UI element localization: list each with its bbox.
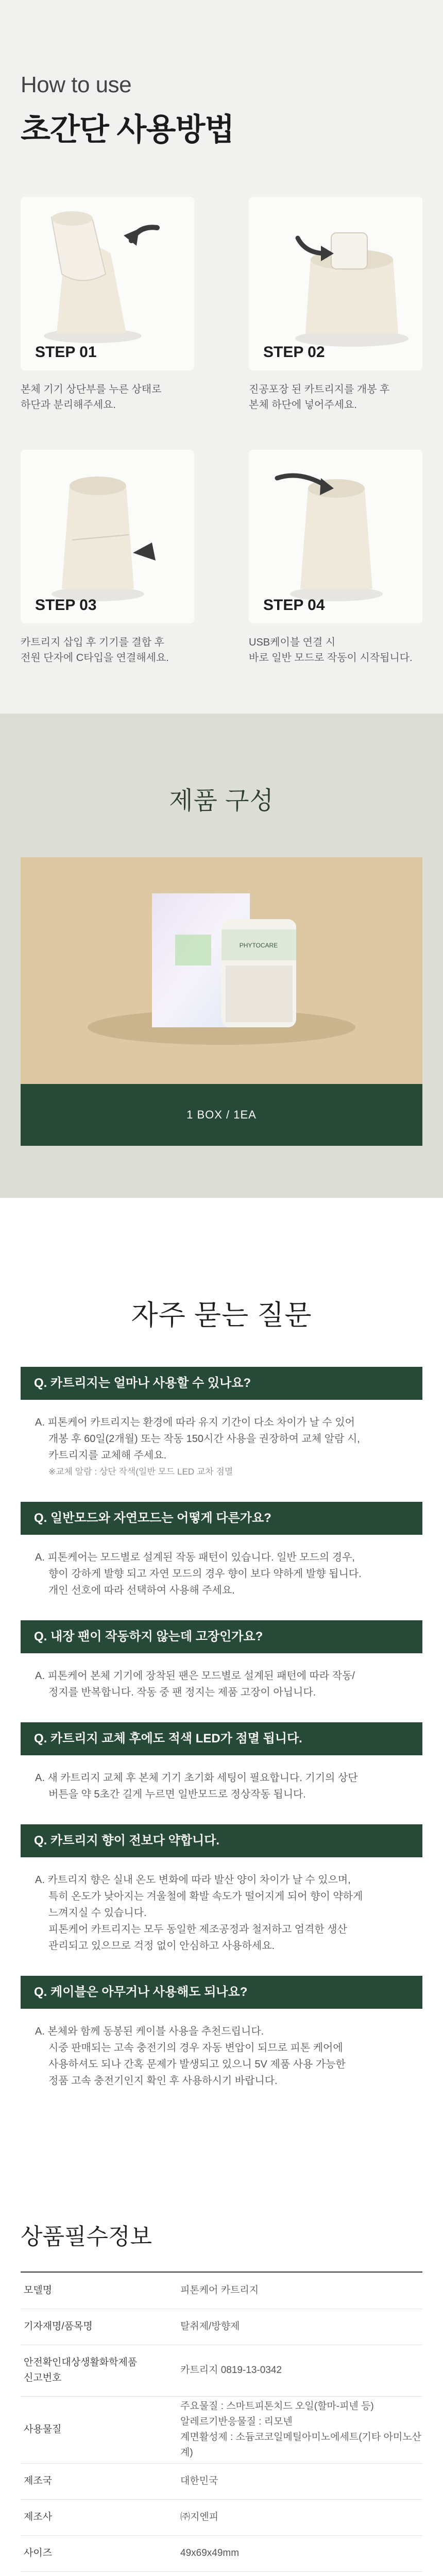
steps-grid <box>21 197 422 666</box>
faq-answer <box>21 1857 422 1954</box>
info-row <box>21 2499 422 2535</box>
faq-answer-line: A. 피톤케어 본체 기기에 장착된 팬은 모드별로 설계된 패턴에 따라 작동/ <box>35 1670 355 1682</box>
info-key <box>21 2273 180 2309</box>
info-row <box>21 2571 422 2576</box>
info-key <box>21 2309 180 2345</box>
how-to-use-kicker: How to use <box>21 72 132 97</box>
info-key <box>21 2396 180 2463</box>
info-value-line: 주요물질 : 스마트피톤치드 오일(할마-피넨 등) <box>180 2401 374 2412</box>
info-row <box>21 2535 422 2571</box>
faq-answer-line: 버튼을 약 5초간 길게 누르면 일반모드로 정상작동 됩니다. <box>48 1789 306 1800</box>
step-card <box>249 450 422 666</box>
info-value-line: 카트리지 0819-13-0342 <box>180 2365 282 2376</box>
info-value-line: 피톤케어 카트리지 <box>180 2284 259 2296</box>
info-row <box>21 2463 422 2499</box>
info-value <box>180 2309 422 2345</box>
info-value <box>180 2571 422 2576</box>
faq-answer-line: 개봉 후 60일(2개월) 또는 작동 150시간 사용을 권장하여 교체 알람 시, <box>48 1433 360 1445</box>
faq-item <box>21 1824 422 1954</box>
info-key <box>21 2499 180 2535</box>
faq-answer <box>21 2009 422 2089</box>
faq-answer-line: A. 피톤케어는 모드별로 설계된 작동 패턴이 있습니다. 일반 모드의 경우, <box>35 1552 355 1563</box>
faq-item <box>21 1976 422 2089</box>
faq-list <box>21 1367 422 2089</box>
info-row <box>21 2396 422 2463</box>
faq-answer-line: 카트리지를 교체해 주세요. <box>48 1450 167 1461</box>
faq-question[interactable]: Q. 카트리지 향이 전보다 약합니다. <box>21 1824 422 1857</box>
faq-answer-line: 느껴지실 수 있습니다. <box>48 1907 147 1919</box>
info-key-line: 제조사 <box>24 2512 53 2522</box>
faq-section <box>0 1198 443 2192</box>
faq-answer-line: 특히 온도가 낮아지는 겨울철에 확발 속도가 떨어지게 되어 향이 약하게 <box>48 1891 363 1902</box>
info-key-line: 사용물질 <box>24 2424 62 2435</box>
composition-caption: 1 BOX / 1EA <box>21 1084 422 1146</box>
composition-title: 제품 구성 <box>169 787 274 815</box>
step-description: USB케이블 연결 시 바로 일반 모드로 작동이 시작됩니다. <box>249 637 413 664</box>
step-description: 진공포장 된 카트리지를 개봉 후 본체 하단에 넣어주세요. <box>249 384 390 411</box>
info-value <box>180 2273 422 2309</box>
faq-answer-note: ※교체 알람 : 상단 작색(일반 모드 LED 교차 점멸 <box>48 1467 233 1477</box>
step-photo <box>249 450 422 623</box>
step-label: STEP 02 <box>263 344 325 361</box>
faq-answer-line: 개인 선호에 따라 선택하여 사용해 주세요. <box>48 1585 235 1596</box>
faq-answer-line: 사용하셔도 되나 간혹 문제가 발생되고 있으니 5V 제품 사용 가능한 <box>48 2059 346 2070</box>
faq-question[interactable]: Q. 케이블은 아무거나 사용해도 되나요? <box>21 1976 422 2009</box>
step-photo <box>249 197 422 370</box>
info-key <box>21 2535 180 2571</box>
faq-answer-line: 정품 고속 충전기인지 확인 후 사용하시기 바랍니다. <box>48 2075 278 2087</box>
faq-answer-line: A. 본체와 함께 동봉된 케이블 사용을 추천드립니다. <box>35 2026 264 2037</box>
info-value <box>180 2396 422 2463</box>
how-to-use-section <box>0 0 443 714</box>
product-info-title: 상품필수정보 <box>21 2218 422 2273</box>
info-key-line: 모델명 <box>24 2284 53 2296</box>
faq-answer-line: A. 카트리지 향은 실내 온도 변화에 따라 발산 양이 차이가 날 수 있으며, <box>35 1874 351 1886</box>
faq-item <box>21 1722 422 1803</box>
info-key-line: 안전확인대상생활화학제품 <box>24 2357 138 2368</box>
step-card <box>249 197 422 413</box>
faq-question[interactable]: Q. 일반모드와 자연모드는 어떻게 다른가요? <box>21 1502 422 1535</box>
faq-answer-line: A. 피톤케어 카트리지는 환경에 따라 유지 기간이 다소 차이가 날 수 있어 <box>35 1417 355 1428</box>
info-value <box>180 2345 422 2396</box>
info-value <box>180 2535 422 2571</box>
faq-title: 자주 묻는 질문 <box>131 1300 312 1331</box>
info-key <box>21 2571 180 2576</box>
info-row <box>21 2273 422 2309</box>
faq-question[interactable]: Q. 카트리지 교체 후에도 적색 LED가 점멸 됩니다. <box>21 1722 422 1755</box>
info-key <box>21 2345 180 2396</box>
product-composition-section <box>0 714 443 1198</box>
faq-item <box>21 1620 422 1701</box>
info-key-line: 사이즈 <box>24 2548 53 2558</box>
faq-answer-line: 피톤케어 카트리지는 모두 동일한 제조공정과 철저하고 엄격한 생산 <box>48 1924 347 1935</box>
faq-answer <box>21 1653 422 1701</box>
step-photo <box>21 450 194 623</box>
info-row <box>21 2345 422 2396</box>
composition-photo <box>21 857 422 1146</box>
faq-answer-line: 향이 강하게 발향 되고 자연 모드의 경우 향이 보다 약하게 발향 됩니다. <box>48 1568 362 1580</box>
faq-question[interactable]: Q. 내장 팬이 작동하지 않는데 고장인가요? <box>21 1620 422 1653</box>
info-value <box>180 2499 422 2535</box>
faq-question[interactable]: Q. 카트리지는 얼마나 사용할 수 있나요? <box>21 1367 422 1400</box>
step-label: STEP 03 <box>35 597 97 614</box>
faq-answer <box>21 1535 422 1599</box>
faq-answer-line: 관리되고 있으므로 걱정 없이 안심하고 사용하세요. <box>48 1940 275 1952</box>
info-value-line: 탈취제/방향제 <box>180 2321 240 2332</box>
faq-answer-line: 정지를 반복합니다. 작동 중 팬 정지는 제품 고장이 아닙니다. <box>48 1687 316 1698</box>
info-value-line: 알레르기반응물질 : 리모넨 <box>180 2416 293 2427</box>
faq-answer <box>21 1400 422 1480</box>
info-value-line: ㈜지엔피 <box>180 2512 219 2522</box>
step-photo <box>21 197 194 370</box>
step-card <box>21 450 194 666</box>
how-to-use-title: 초간단 사용방법 <box>21 112 234 147</box>
step-description: 본체 기기 상단부를 누른 상태로 하단과 분리해주세요. <box>21 384 162 411</box>
info-value-line: 49x69x49mm <box>180 2548 240 2558</box>
faq-item <box>21 1502 422 1599</box>
step-label: STEP 04 <box>263 597 325 614</box>
step-card <box>21 197 194 413</box>
faq-item <box>21 1367 422 1480</box>
info-key-line: 기자재명/품목명 <box>24 2321 93 2332</box>
product-info-section <box>0 2192 443 2576</box>
info-value-line: 대한민국 <box>180 2476 218 2486</box>
cartridge-label-text: PHYTOCARE <box>239 942 278 949</box>
info-value-line: 계면활성제 : 소듐코코일메틸아미노에세트(기타 아미노산계) <box>180 2432 421 2458</box>
info-value <box>180 2463 422 2499</box>
info-row <box>21 2309 422 2345</box>
info-key-line: 제조국 <box>24 2476 53 2486</box>
info-key-line: 신고번호 <box>24 2372 62 2383</box>
step-description: 카트리지 삽입 후 기기를 결합 후 전원 단자에 C타입을 연결해세요. <box>21 637 169 664</box>
faq-answer <box>21 1755 422 1803</box>
info-key <box>21 2463 180 2499</box>
product-info-table <box>21 2273 422 2576</box>
faq-answer-line: A. 새 카트리지 교체 후 본체 기기 초기화 세팅이 필요합니다. 기기의 상단 <box>35 1772 358 1784</box>
product-box-illustration <box>21 857 422 1084</box>
step-label: STEP 01 <box>35 344 97 361</box>
faq-answer-line: 시중 판매되는 고속 충전기의 경우 자동 변압이 되므로 피톤 케어에 <box>48 2042 343 2054</box>
